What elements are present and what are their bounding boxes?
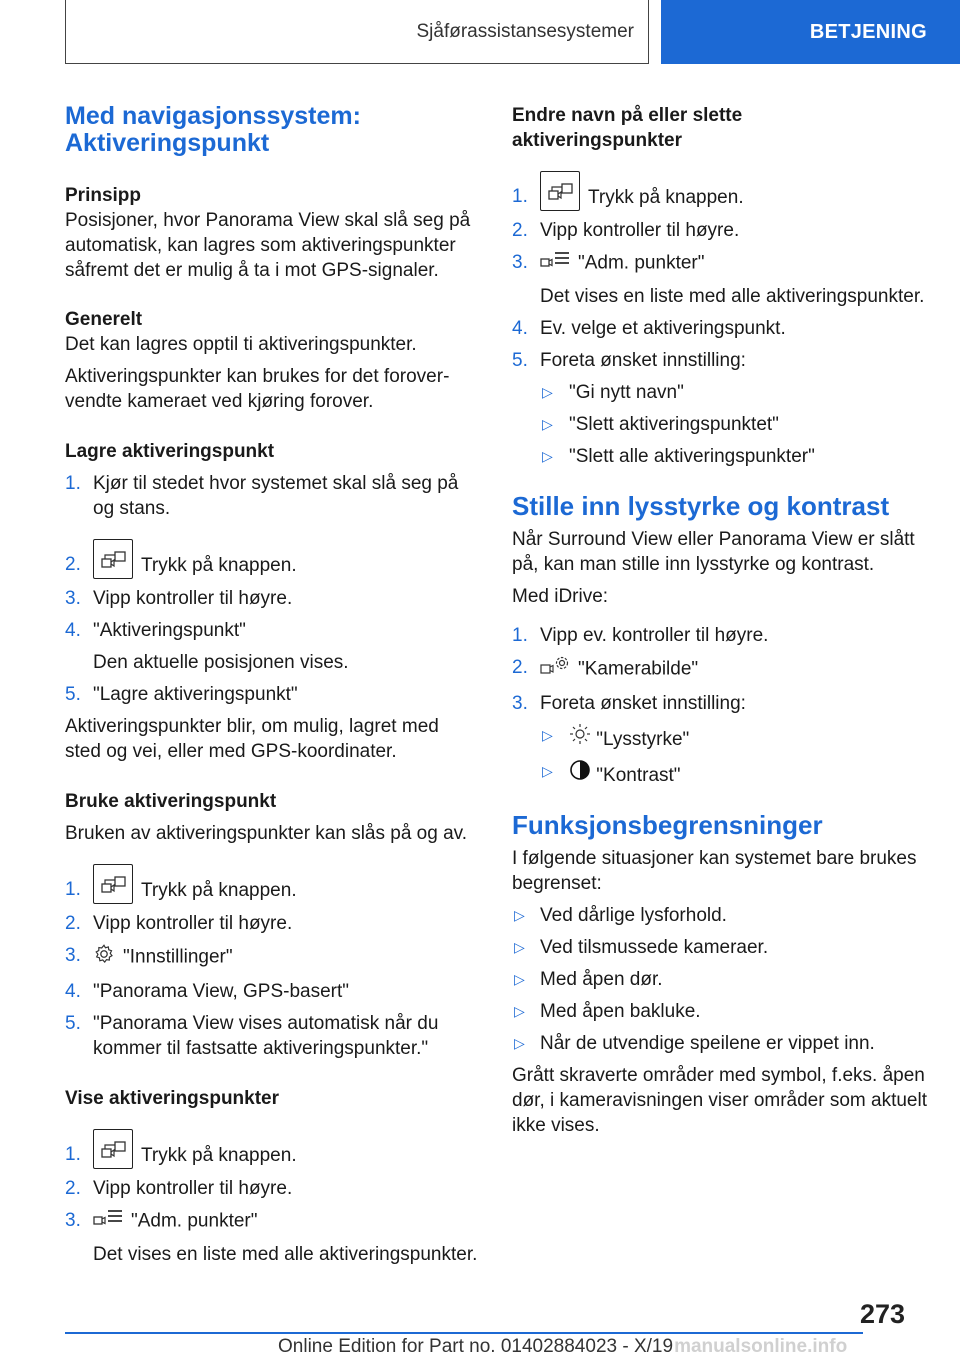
footer-divider [65,1332,863,1334]
list-item: 5. "Lagre aktiveringspunkt" [65,684,298,705]
list-item: 2. Vipp kontroller til høyre. [512,220,740,241]
bullet-item: ▷ Ved tilsmussede kameraer. [514,937,769,958]
heading-general: Generelt [65,309,143,330]
triangle-bullet-icon: ▷ [514,1003,525,1019]
sub-list-item: ▷ "Gi nytt navn" [542,382,684,403]
step-note: Det vises en liste med alle aktiveringspunkter. [93,1244,478,1265]
heading-use-activation-point: Bruke aktiveringspunkt [65,791,277,812]
sub-list-item: ▷ "Kontrast" [512,759,932,788]
section-title-activation-point: Med navigasjonssystem: Aktiveringspunkt [65,102,361,157]
camera-button-icon [93,539,133,579]
list-item: 3. Vipp kontroller til høyre. [65,588,293,609]
brightness-text: Når Surround View eller Panorama View er slått på, kan man stille inn lysstyrke og kontrast. [512,529,915,575]
left-column [65,102,478,1267]
list-item: 2. Vipp kontroller til høyre. [65,913,293,934]
list-item: 2. Trykk på knappen. [65,539,475,579]
section-title-function-limits: Funksjonsbegrensninger [512,810,823,840]
general-text-1: Det kan lagres opptil ti aktiveringspunkter. [65,334,417,355]
list-item: 2. Vipp kontroller til høyre. [65,1178,293,1199]
header-chapter-tab [661,0,960,64]
right-column [512,103,932,1138]
bullet-item: ▷ Med åpen bakluke. [514,1001,701,1022]
triangle-bullet-icon: ▷ [542,416,553,432]
gear-icon [93,943,115,972]
list-item: 1. Vipp ev. kontroller til høyre. [512,625,769,646]
bullet-item: ▷ Når de utvendige speilene er vippet inn. [514,1033,875,1054]
list-item: 1. Trykk på knappen. [512,171,932,211]
list-item: 4. Ev. velge et aktiveringspunkt. [512,318,786,339]
footer-watermark: manualsonline.info [674,1336,848,1357]
heading-rename-activation-points: Endre navn på eller slette aktiveringspunkter [512,105,743,151]
list-item: 1. Trykk på knappen. [65,864,475,904]
triangle-bullet-icon: ▷ [514,939,525,955]
triangle-bullet-icon: ▷ [542,727,553,743]
footer-edition [278,1336,847,1358]
list-item: 3. "Adm. punkter" [512,250,932,277]
camera-button-icon [93,864,133,904]
manage-points-icon [540,250,570,277]
heading-show-activation-points: Vise aktiveringspunkter [65,1088,280,1109]
limits-text: I følgende situasjoner kan systemet bare brukes begrenset: [512,848,917,894]
list-item: 3. "Innstillinger" [65,943,475,972]
camera-button-icon [540,171,580,211]
list-item: 4. "Panorama View, GPS-basert" [65,981,350,1002]
idrive-text: Med iDrive: [512,586,609,607]
triangle-bullet-icon: ▷ [542,448,553,464]
header-section-title: Sjåførassistansesystemer [416,20,634,42]
list-item: 4. "Aktiveringspunkt" [65,620,246,641]
list-item: 1. Trykk på knappen. [65,1129,475,1169]
triangle-bullet-icon: ▷ [542,384,553,400]
step-note: Det vises en liste med alle aktiveringspunkter. [540,286,925,307]
header-section-tab [65,0,649,64]
list-item: 1. Kjør til stedet hvor systemet skal slå seg på og stans. [65,473,459,519]
triangle-bullet-icon: ▷ [514,971,525,987]
list-item: 3. "Adm. punkter" [65,1208,475,1235]
page-number: 273 [860,1299,906,1329]
heading-principle: Prinsipp [65,185,142,206]
camera-settings-icon [540,655,570,684]
brightness-icon [569,729,596,750]
contrast-icon [569,765,596,786]
list-item: 5. "Panorama View vises automatisk når du kommer til fastsatte aktiveringspunkter." [65,1013,439,1059]
header-chapter-title: BETJENING [809,20,927,43]
save-after-text: Aktiveringspunkter blir, om mulig, lagret med sted og vei, eller med GPS-koordinater. [65,716,439,762]
general-text-2: Aktiveringspunkter kan brukes for det forover-vendte kameraet ved kjøring forover. [65,366,450,412]
list-item: 2. "Kamerabilde" [512,655,932,684]
sub-list-item: ▷ "Lysstyrke" [512,723,932,752]
step-note: Den aktuelle posisjonen vises. [93,652,349,673]
principle-text: Posisjoner, hvor Panorama View skal slå seg på automatisk, kan lagres som aktiveringspunkter såfremt det er mulig å ta i mot GPS-signaler. [65,210,471,281]
sub-list-item: ▷ "Slett aktiveringspunktet" [542,414,779,435]
limits-after-text: Grått skraverte områder med symbol, f.eks. åpen dør, i kameravisningen viser områder som aktuelt ikke vises. [512,1065,927,1136]
list-item: 3. Foreta ønsket innstilling: [512,693,746,714]
bullet-item: ▷ Ved dårlige lysforhold. [514,905,727,926]
heading-save-activation-point: Lagre aktiveringspunkt [65,441,275,462]
manage-points-icon [93,1208,123,1235]
triangle-bullet-icon: ▷ [514,907,525,923]
list-item: 5. Foreta ønsket innstilling: [512,350,746,371]
bullet-item: ▷ Med åpen dør. [514,969,663,990]
sub-list-item: ▷ "Slett alle aktiveringspunkter" [542,446,815,467]
footer-edition-text: Online Edition for Part no. 01402884023 - X/19 [278,1336,674,1357]
triangle-bullet-icon: ▷ [542,763,553,779]
triangle-bullet-icon: ▷ [514,1035,525,1051]
camera-button-icon [93,1129,133,1169]
section-title-brightness-contrast: Stille inn lysstyrke og kontrast [512,491,890,521]
use-text: Bruken av aktiveringspunkter kan slås på og av. [65,823,468,844]
